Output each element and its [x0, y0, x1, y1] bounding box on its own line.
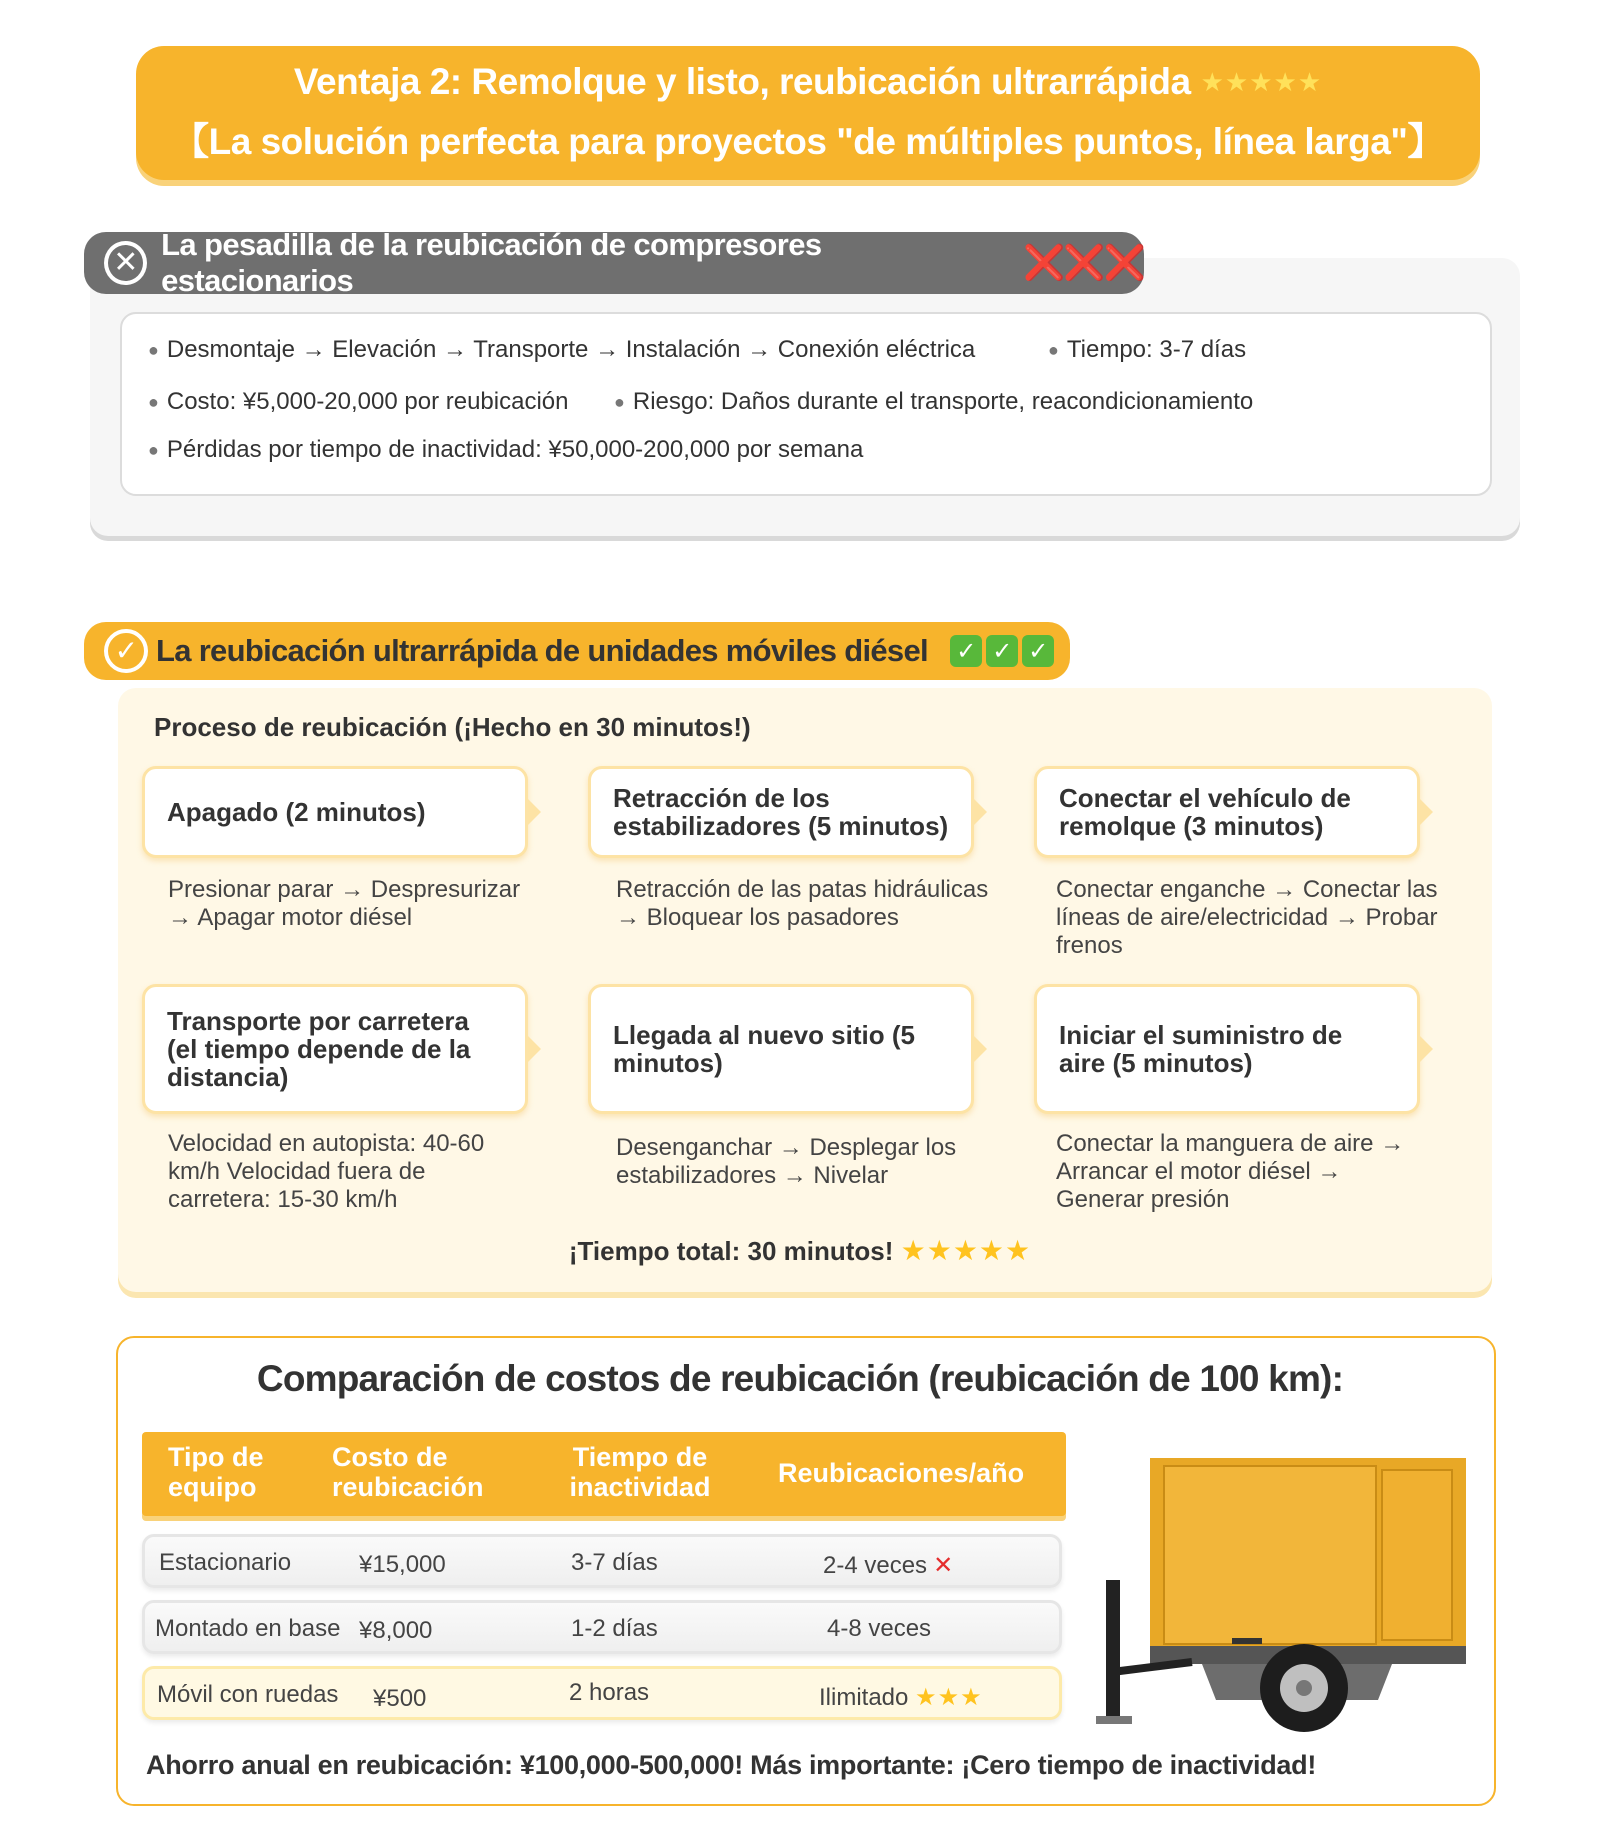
header-banner — [136, 46, 1480, 180]
stationary-bullet: ● Pérdidas por tiempo de inactividad: ¥50,000-200,000 por semana — [148, 436, 863, 464]
jack-stand — [1106, 1580, 1120, 1720]
cell-downtime: 3-7 días — [571, 1549, 658, 1576]
banner-title: Ventaja 2: Remolque y listo, reubicación ultrarrápida — [293, 61, 1191, 102]
stationary-section-header — [84, 227, 1144, 298]
total-time — [0, 1234, 1600, 1267]
compressor-side-panel — [1382, 1470, 1452, 1640]
per-year-value: Ilimitado — [819, 1684, 909, 1711]
total-time-stars: ★★★★★ — [900, 1235, 1032, 1266]
table-row — [142, 1666, 1062, 1720]
mobile-section-header — [84, 622, 1070, 680]
step-description: Conectar la manguera de aire → Arrancar el motor diésel → Generar presión — [1056, 1130, 1405, 1213]
red-cross-icon: ✕ — [933, 1552, 954, 1579]
step-title: Conectar el vehículo de remolque (3 minutos) — [1059, 782, 1351, 841]
step-description: Retracción de las patas hidráulicas → Bloquear los pasadores — [616, 876, 989, 931]
cell-cost: ¥500 — [373, 1685, 427, 1712]
table-row — [142, 1600, 1062, 1654]
step-card — [588, 766, 974, 858]
trailer-compressor-image — [1092, 1450, 1472, 1732]
cell-cost: ¥15,000 — [359, 1551, 446, 1578]
cell-type: Móvil con ruedas — [157, 1681, 339, 1708]
step-card — [142, 984, 528, 1114]
annual-savings-note: Ahorro anual en reubicación: ¥100,000-500,000! Más importante: ¡Cero tiempo de inactividad! — [146, 1750, 1317, 1780]
cell-type: Estacionario — [159, 1549, 292, 1576]
door-handle — [1232, 1638, 1262, 1644]
tow-bar — [1112, 1662, 1192, 1672]
step-description: Presionar parar → Despresurizar → Apagar motor diésel — [168, 876, 521, 931]
check-circle-icon: ✓ — [104, 629, 148, 673]
step-title: Llegada al nuevo sitio (5 minutos) — [613, 1019, 915, 1078]
check-mark-icon: ✓ — [1022, 635, 1054, 667]
banner-title-line — [294, 61, 1322, 103]
x-circle-icon: ✕ — [104, 241, 147, 285]
step-card — [142, 766, 528, 858]
check-mark-icon: ✓ — [986, 635, 1018, 667]
cell-downtime: 1-2 días — [571, 1615, 658, 1642]
red-x-icons: ❌❌❌ — [1022, 244, 1144, 282]
cell-type: Montado en base — [155, 1615, 341, 1642]
table-header-cell: Tiempo de inactividad — [569, 1442, 711, 1502]
mobile-title: La reubicación ultrarrápida de unidades móviles diésel — [156, 633, 928, 668]
banner-subtitle: 【La solución perfecta para proyectos "de múltiples puntos, línea larga"】 — [172, 121, 1444, 162]
stationary-bullet: ● Tiempo: 3-7 días — [1048, 336, 1246, 364]
wheel-hub — [1296, 1680, 1312, 1696]
cell-per-year: 4-8 veces — [827, 1615, 932, 1642]
compressor-door — [1164, 1466, 1376, 1644]
table-header-cell: Costo de reubicación — [332, 1442, 484, 1502]
step-description: Conectar enganche → Conectar las líneas de aire/electricidad → Probar frenos — [1056, 876, 1438, 959]
stationary-bullet: ● Riesgo: Daños durante el transporte, reacondicionamiento — [614, 388, 1253, 416]
banner-stars: ★★★★★ — [1200, 66, 1323, 97]
per-year-value: 2-4 veces — [823, 1552, 928, 1579]
total-time-label: ¡Tiempo total: 30 minutos! — [568, 1236, 894, 1266]
stationary-bullet: ● Costo: ¥5,000-20,000 por reubicación — [148, 388, 568, 416]
table-header-cell: Reubicaciones/año — [778, 1458, 1025, 1488]
step-description: Desenganchar → Desplegar los estabilizadores → Nivelar — [616, 1134, 957, 1189]
step-card — [1034, 984, 1420, 1114]
cell-per-year — [819, 1683, 983, 1712]
table-row — [142, 1534, 1062, 1588]
step-title: Transporte por carretera (el tiempo depende de la distancia) — [167, 1005, 471, 1093]
step-title: Retracción de los estabilizadores (5 minutos) — [613, 782, 949, 841]
table-header — [142, 1432, 1066, 1516]
step-description: Velocidad en autopista: 40-60 km/h Velocidad fuera de carretera: 15-30 km/h — [168, 1130, 485, 1213]
cell-per-year — [823, 1551, 953, 1580]
step-card — [1034, 766, 1420, 858]
step-card — [588, 984, 974, 1114]
comparison-title: Comparación de costos de reubicación (reubicación de 100 km): — [256, 1358, 1344, 1399]
star-icons: ★★★ — [915, 1684, 983, 1711]
cell-downtime: 2 horas — [569, 1679, 650, 1706]
process-title: Proceso de reubicación (¡Hecho en 30 minutos!) — [154, 712, 751, 742]
table-header-cell: Tipo de equipo — [168, 1442, 264, 1502]
cell-cost: ¥8,000 — [359, 1617, 433, 1644]
jack-foot — [1096, 1716, 1132, 1724]
check-mark-icon: ✓ — [950, 635, 982, 667]
stationary-title: La pesadilla de la reubicación de compresores estacionarios — [161, 227, 822, 298]
step-title: Iniciar el suministro de aire (5 minutos) — [1059, 1019, 1343, 1078]
green-check-icons — [950, 635, 1054, 667]
step-title: Apagado (2 minutos) — [167, 796, 426, 827]
stationary-bullet: ● Desmontaje → Elevación → Transporte → Instalación → Conexión eléctrica — [148, 336, 975, 364]
